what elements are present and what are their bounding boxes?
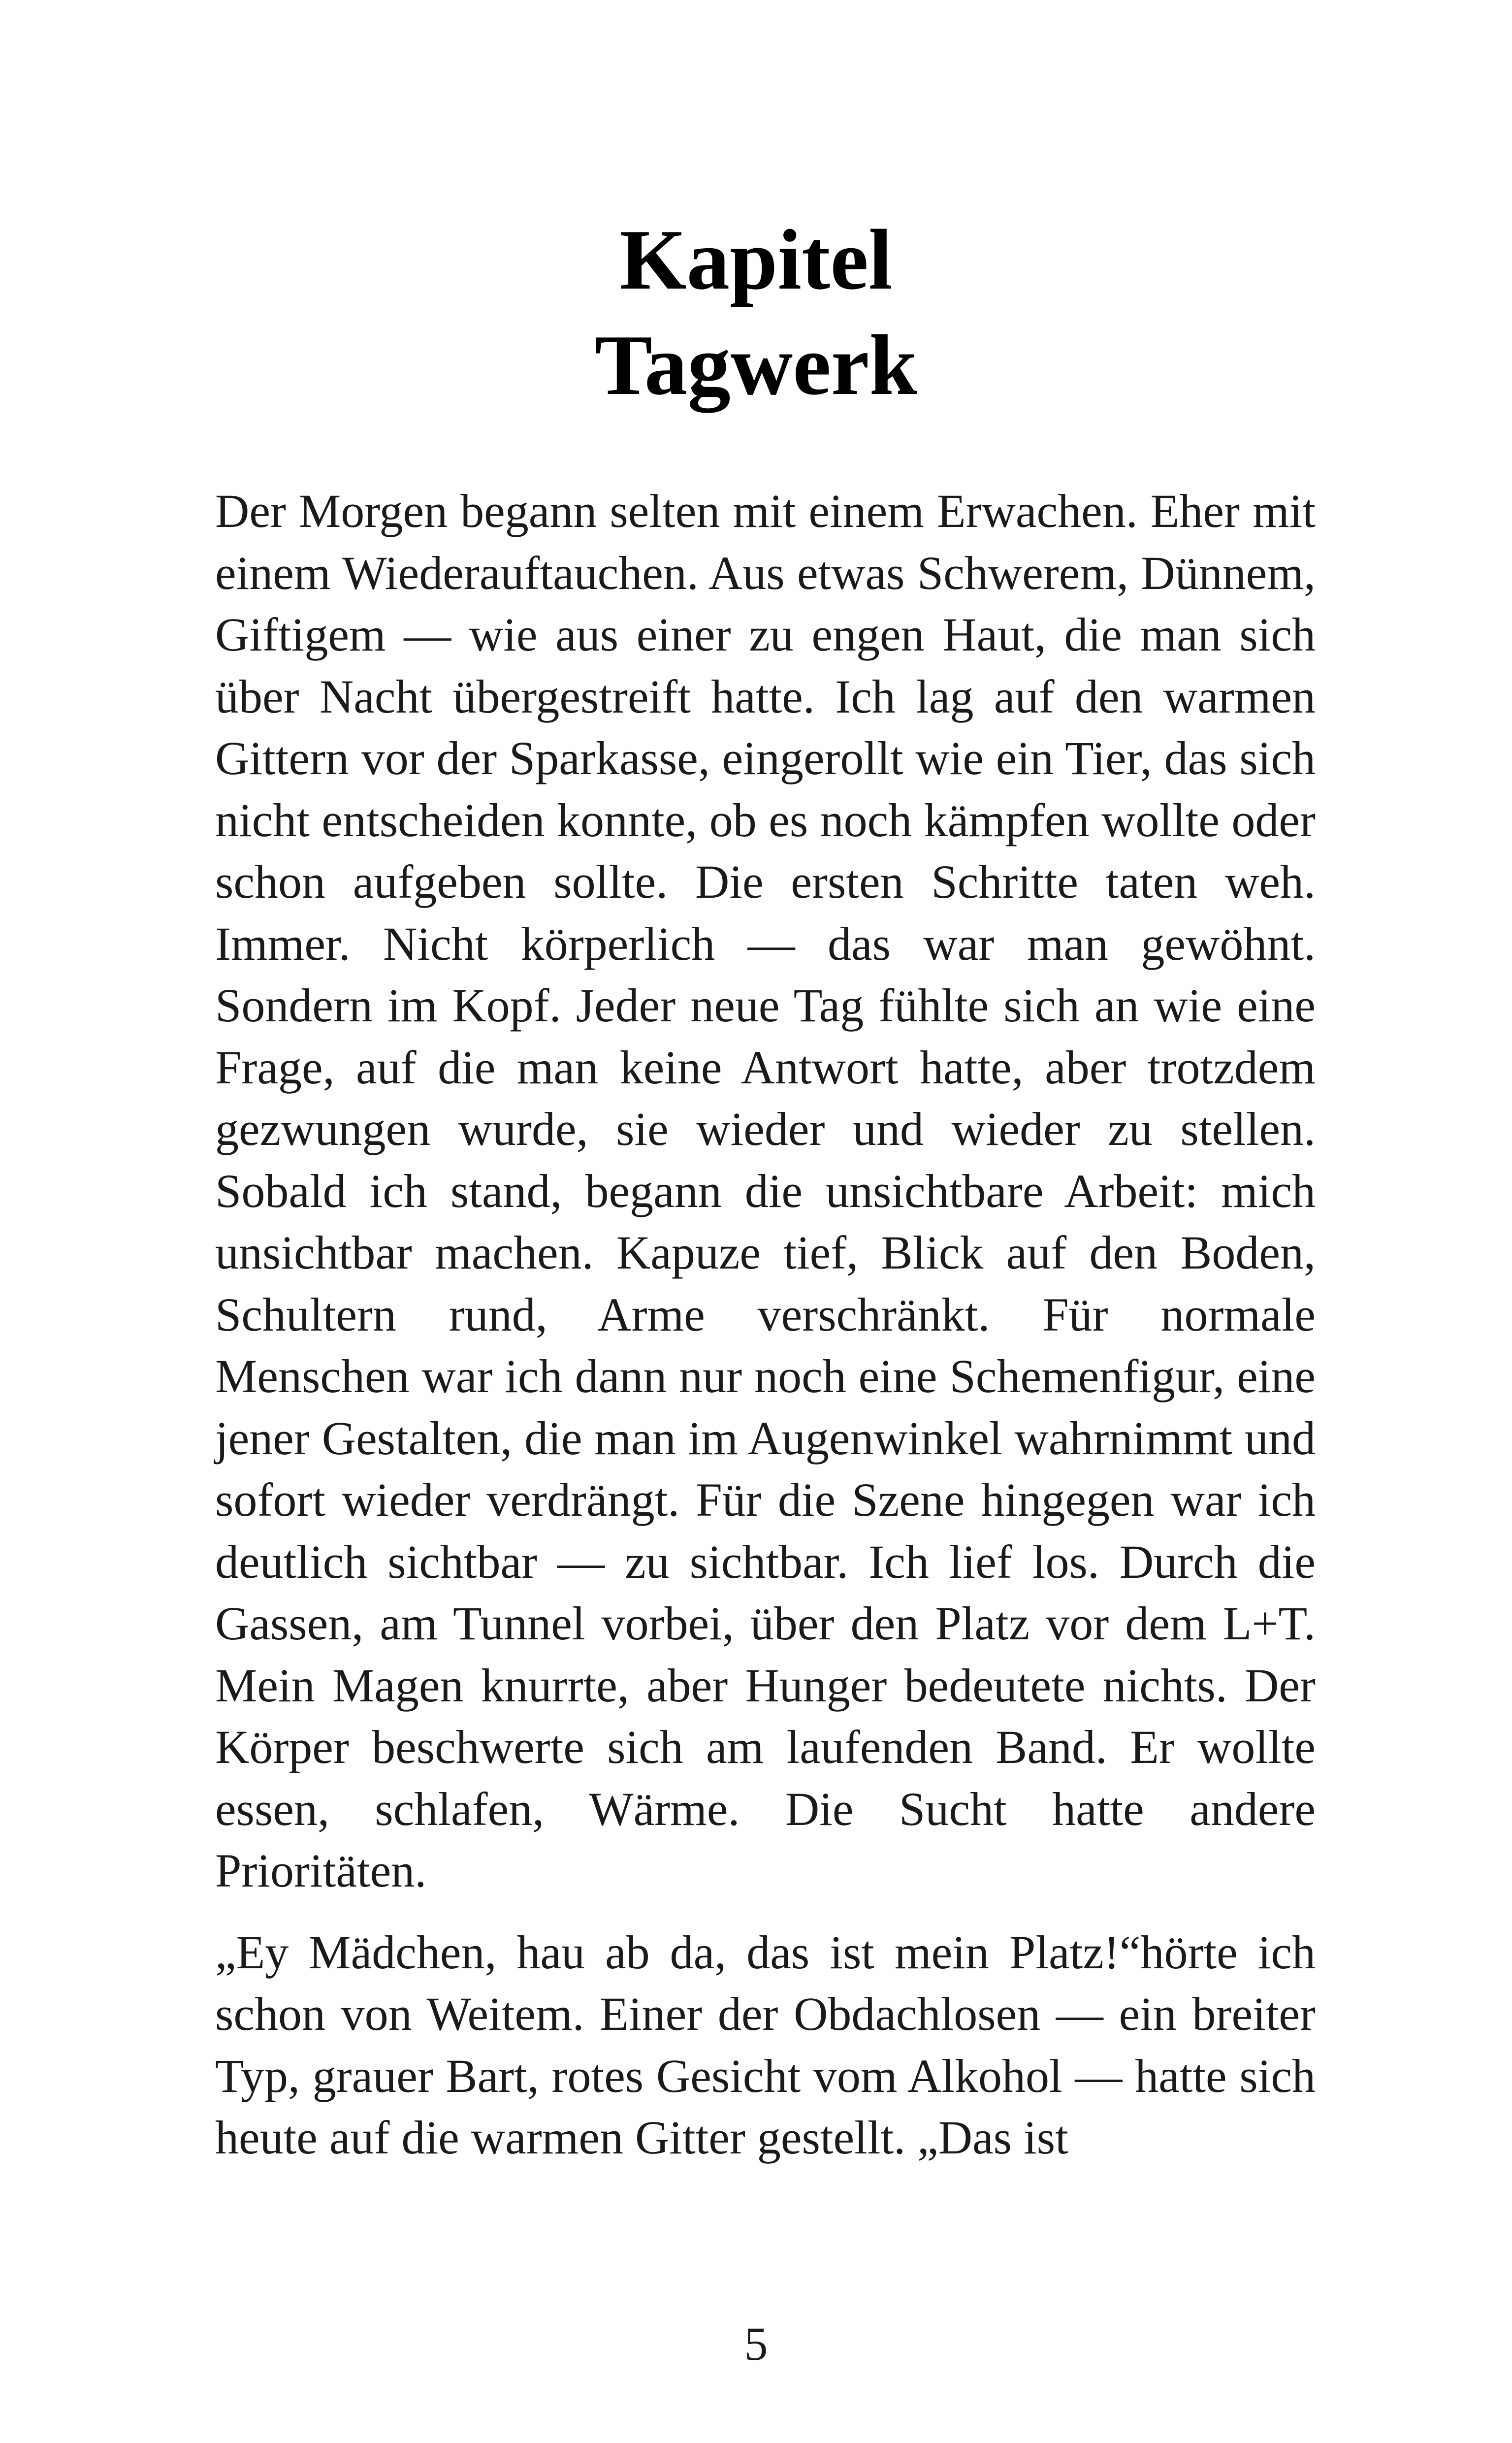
page-number: 5 [744, 2317, 768, 2370]
chapter-heading [0, 207, 1512, 418]
chapter-body [215, 480, 1316, 2169]
paragraph: „Ey Mädchen, hau ab da, das ist mein Platz!“hörte ich schon von Weitem. Einer der Obdachlosen — ein breiter Typ, grauer Bart, rotes Gesicht vom Alkohol — hatte sich heute auf die warmen Gitter gestellt. „Das ist [215, 1925, 1316, 2164]
chapter-title: Tagwerk [595, 317, 917, 413]
paragraph: Der Morgen begann selten mit einem Erwachen. Eher mit einem Wiederauftauchen. Aus etwas Schwerem, Dünnem, Giftigem — wie aus einer zu engen Haut, die man sich über Nacht übergestreift hatte. Ich lag auf den warmen Gittern vor der Sparkasse, eingerollt wie ein Tier, das sich nicht entscheiden konnte, ob es noch kämpfen wollte oder schon aufgeben sollte. Die ersten Schritte taten weh. Immer. Nicht körperlich — das war man gewöhnt. Sondern im Kopf. Jeder neue Tag fühlte sich an wie eine Frage, auf die man keine Antwort hatte, aber trotzdem gezwungen wurde, sie wieder und wieder zu stellen. Sobald ich stand, begann die unsichtbare Arbeit: mich unsichtbar machen. Kapuze tief, Blick auf den Boden, Schultern rund, Arme verschränkt. Für normale Menschen war ich dann nur noch eine Schemenfigur, eine jener Gestalten, die man im Augenwinkel wahrnimmt und sofort wieder verdrängt. Für die Szene hingegen war ich deutlich sichtbar — zu sichtbar. Ich lief los. Durch die Gassen, am Tunnel vorbei, über den Platz vor dem L+T. Mein Magen knurrte, aber Hunger bedeutete nichts. Der Körper beschwerte sich am laufenden Band. Er wollte essen, schlafen, Wärme. Die Sucht hatte andere Prioritäten. [215, 485, 1316, 1897]
chapter-label: Kapitel [619, 212, 893, 307]
